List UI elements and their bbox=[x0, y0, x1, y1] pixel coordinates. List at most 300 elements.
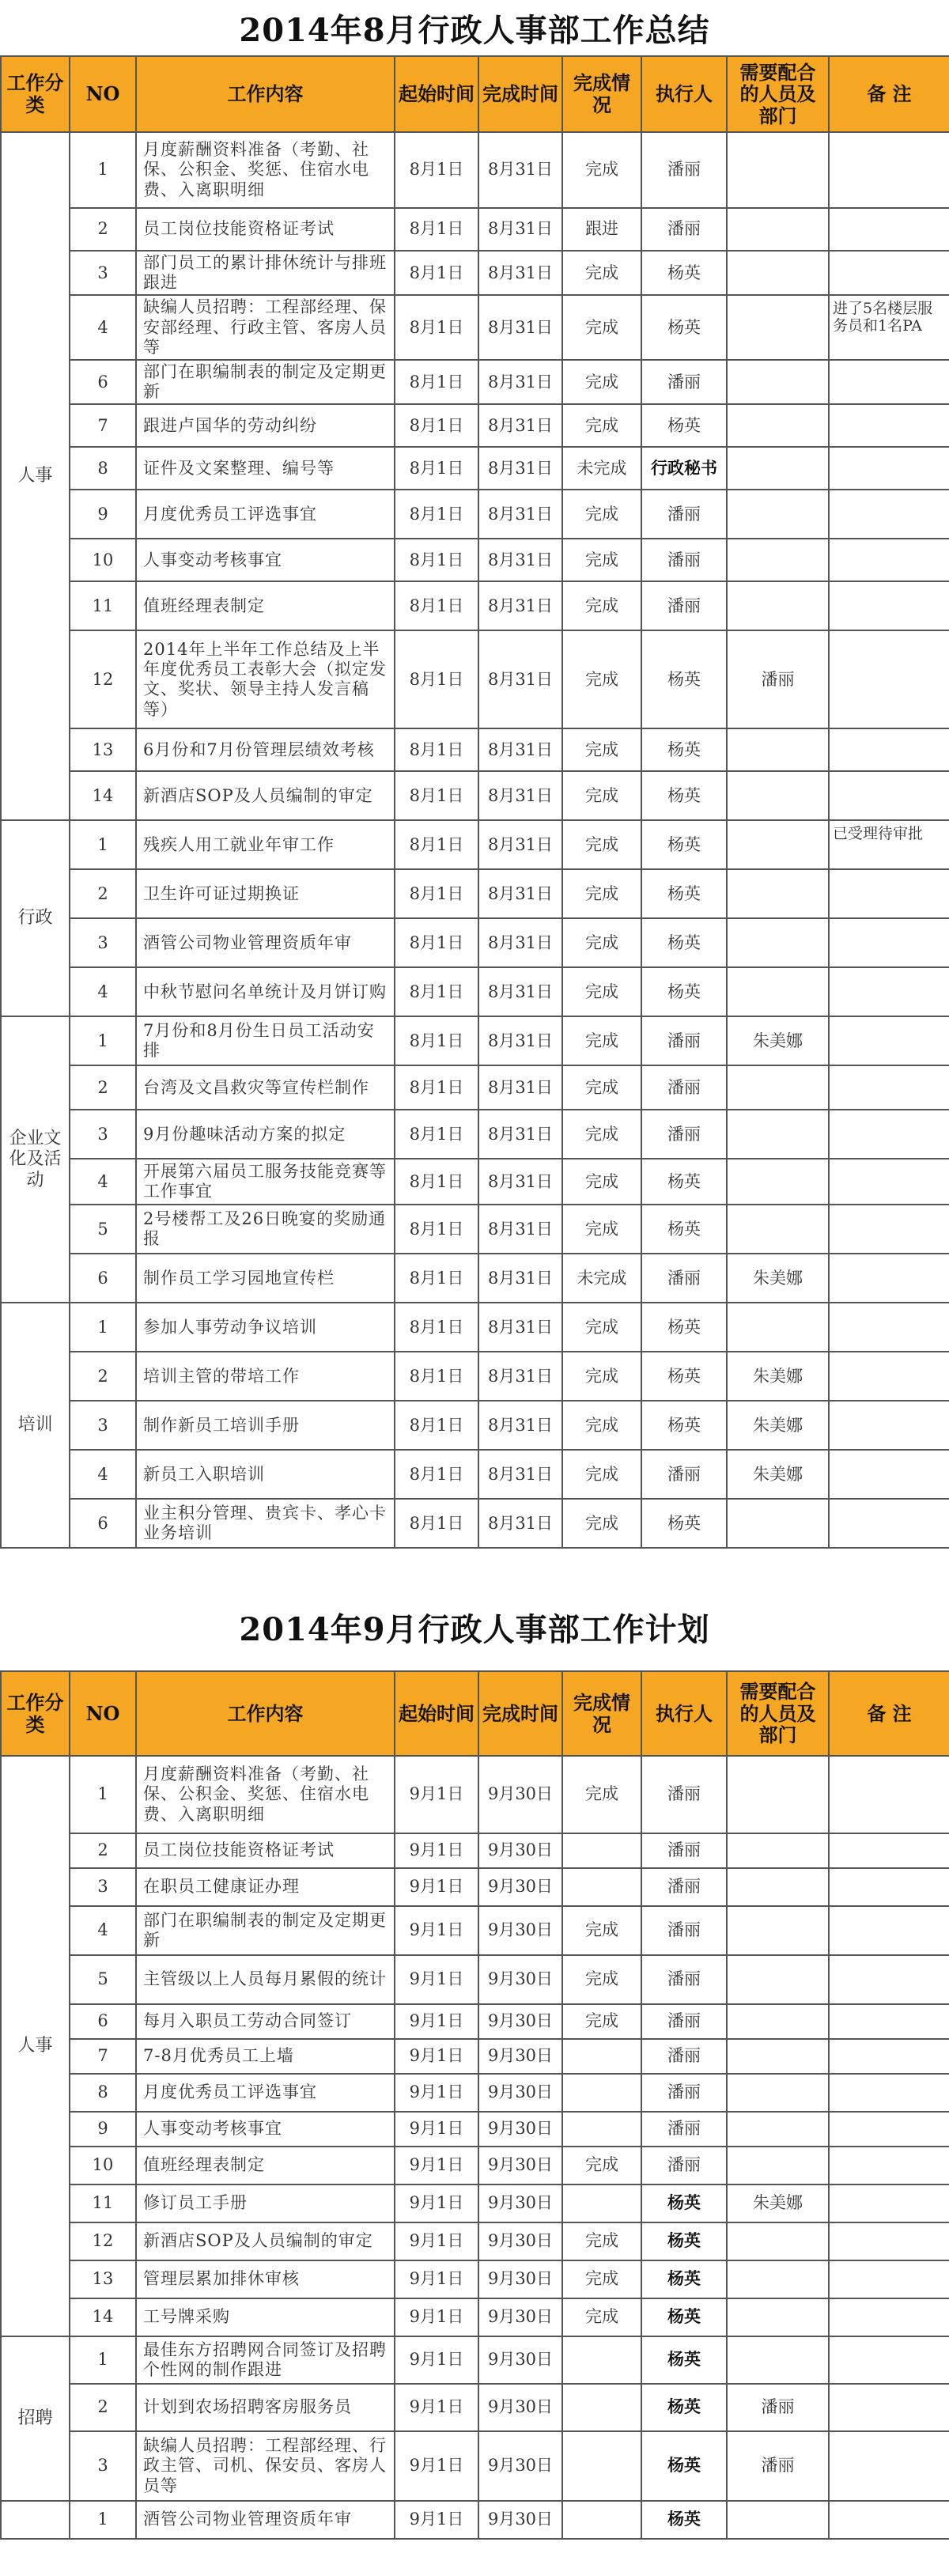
task-content: 缺编人员招聘：工程部经理、行政主管、司机、保安员、客房人员等 bbox=[143, 2436, 387, 2495]
completion-status-cell bbox=[562, 1868, 641, 1906]
start-date: 8月1日 bbox=[409, 1219, 464, 1239]
task-content: 跟进卢国华的劳动纠纷 bbox=[143, 415, 317, 435]
owner: 潘丽 bbox=[667, 2082, 701, 2102]
owner: 潘丽 bbox=[667, 1877, 701, 1897]
owner: 潘丽 bbox=[667, 504, 701, 524]
start-date: 9月1日 bbox=[409, 2011, 464, 2031]
row-number: 1 bbox=[97, 834, 108, 854]
completion-status-cell bbox=[562, 2074, 641, 2112]
row-number: 2 bbox=[97, 219, 108, 239]
row-number-cell bbox=[70, 1955, 136, 2004]
owner: 杨英 bbox=[667, 883, 701, 903]
row-number-cell bbox=[70, 1756, 136, 1833]
table-row bbox=[1, 1303, 949, 1352]
task-content: 6月份和7月份管理层绩效考核 bbox=[143, 740, 375, 759]
row-number-cell bbox=[70, 2184, 136, 2222]
row-number-cell bbox=[70, 1833, 136, 1868]
remarks: 已受理待审批 bbox=[833, 826, 924, 843]
end-date: 8月31日 bbox=[487, 1268, 554, 1288]
owner-cell bbox=[641, 1401, 727, 1450]
september-header-6: 执行人 bbox=[641, 1671, 727, 1756]
start-date: 9月1日 bbox=[409, 2350, 464, 2370]
task-content-cell bbox=[136, 447, 395, 490]
completion-status-cell bbox=[562, 1110, 641, 1159]
table-row bbox=[1, 918, 949, 967]
remarks-cell bbox=[829, 869, 949, 918]
owner: 杨英 bbox=[667, 1171, 701, 1191]
task-content-cell bbox=[136, 2336, 395, 2384]
end-date-cell bbox=[478, 1401, 562, 1450]
owner-cell bbox=[641, 869, 727, 918]
end-date: 8月31日 bbox=[487, 458, 554, 478]
september-header-5: 完成情况 bbox=[562, 1671, 641, 1756]
row-number: 10 bbox=[92, 2155, 114, 2175]
end-date-cell bbox=[478, 918, 562, 967]
remarks-cell bbox=[829, 447, 949, 490]
owner: 杨英 bbox=[667, 2193, 701, 2213]
owner-cell bbox=[641, 1499, 727, 1548]
support-staff-cell bbox=[727, 490, 829, 539]
row-number-cell bbox=[70, 1868, 136, 1906]
remarks-cell bbox=[829, 2501, 949, 2539]
owner-cell bbox=[641, 918, 727, 967]
remarks-cell bbox=[829, 771, 949, 820]
support-staff: 朱美娜 bbox=[753, 1464, 803, 1484]
row-number: 1 bbox=[97, 1784, 108, 1804]
support-staff-cell bbox=[727, 2039, 829, 2074]
support-staff-cell bbox=[727, 630, 829, 728]
support-staff-cell bbox=[727, 2184, 829, 2222]
end-date: 9月30日 bbox=[487, 2082, 554, 2102]
start-date-cell bbox=[395, 2260, 478, 2298]
start-date-cell bbox=[395, 1254, 478, 1303]
support-staff-cell bbox=[727, 2260, 829, 2298]
remarks-cell bbox=[829, 1906, 949, 1955]
end-date-cell bbox=[478, 1499, 562, 1548]
completion-status-cell bbox=[562, 1499, 641, 1548]
owner-cell bbox=[641, 2222, 727, 2260]
august-header-3: 起始时间 bbox=[395, 56, 478, 132]
completion-status: 完成 bbox=[585, 317, 618, 337]
table-row bbox=[1, 447, 949, 490]
completion-status-cell bbox=[562, 132, 641, 208]
start-date-cell bbox=[395, 1833, 478, 1868]
owner-cell bbox=[641, 447, 727, 490]
support-staff-cell bbox=[727, 539, 829, 581]
row-number-cell bbox=[70, 2147, 136, 2184]
task-content-cell bbox=[136, 1450, 395, 1499]
owner: 潘丽 bbox=[667, 2119, 701, 2139]
task-content-cell bbox=[136, 2501, 395, 2539]
start-date: 9月1日 bbox=[409, 2307, 464, 2327]
completion-status: 完成 bbox=[585, 160, 618, 180]
completion-status-cell bbox=[562, 1756, 641, 1833]
row-number: 2 bbox=[97, 1840, 108, 1860]
start-date-cell bbox=[395, 2004, 478, 2039]
start-date-cell bbox=[395, 2184, 478, 2222]
end-date-cell bbox=[478, 539, 562, 581]
remarks-cell bbox=[829, 1955, 949, 2004]
start-date-cell bbox=[395, 1159, 478, 1205]
start-date: 9月1日 bbox=[409, 2119, 464, 2139]
end-date: 8月31日 bbox=[487, 1464, 554, 1484]
remarks-cell bbox=[829, 539, 949, 581]
task-content: 人事变动考核事宜 bbox=[143, 550, 282, 569]
task-content-cell bbox=[136, 2147, 395, 2184]
end-date: 9月30日 bbox=[487, 1920, 554, 1940]
row-number-cell bbox=[70, 295, 136, 360]
table-row bbox=[1, 539, 949, 581]
completion-status-cell bbox=[562, 2336, 641, 2384]
completion-status-cell bbox=[562, 208, 641, 251]
table-row bbox=[1, 1401, 949, 1450]
row-number: 7 bbox=[97, 2046, 108, 2066]
task-content: 2014年上半年工作总结及上半年度优秀员工表彰大会（拟定发文、奖状、领导主持人发言稿等） bbox=[143, 639, 387, 719]
august-header-0: 工作分类 bbox=[1, 56, 70, 132]
task-content: 部门在职编制表的制定及定期更新 bbox=[143, 361, 387, 402]
row-number-cell bbox=[70, 1401, 136, 1450]
remarks-cell bbox=[829, 1868, 949, 1906]
owner: 杨英 bbox=[667, 1366, 701, 1386]
row-number: 2 bbox=[97, 883, 108, 903]
owner-cell bbox=[641, 208, 727, 251]
task-content: 月度优秀员工评选事宜 bbox=[143, 504, 317, 524]
end-date: 8月31日 bbox=[487, 834, 554, 854]
end-date-cell bbox=[478, 1955, 562, 2004]
owner: 杨英 bbox=[667, 1415, 701, 1435]
support-staff-cell bbox=[727, 771, 829, 820]
remarks: 进了5名楼层服务员和1名PA bbox=[833, 301, 933, 335]
end-date: 9月30日 bbox=[487, 2011, 554, 2031]
support-staff-cell bbox=[727, 1254, 829, 1303]
end-date: 8月31日 bbox=[487, 1219, 554, 1239]
owner: 潘丽 bbox=[667, 1969, 701, 1989]
task-content: 主管级以上人员每月累假的统计 bbox=[143, 1969, 387, 1989]
table-row bbox=[1, 1205, 949, 1254]
september-header-0: 工作分类 bbox=[1, 1671, 70, 1756]
completion-status-cell bbox=[562, 1352, 641, 1401]
remarks-cell bbox=[829, 251, 949, 295]
task-content: 酒管公司物业管理资质年审 bbox=[143, 2510, 352, 2529]
category-cell: 人事 bbox=[1, 132, 70, 820]
start-date: 8月1日 bbox=[409, 504, 464, 524]
remarks-cell bbox=[829, 918, 949, 967]
completion-status-cell bbox=[562, 869, 641, 918]
september-plan-sheet bbox=[0, 1583, 949, 2540]
table-row bbox=[1, 1159, 949, 1205]
owner: 杨英 bbox=[667, 2510, 701, 2529]
start-date-cell bbox=[395, 1065, 478, 1110]
start-date: 8月1日 bbox=[409, 263, 464, 282]
start-date-cell bbox=[395, 869, 478, 918]
task-content-cell bbox=[136, 2184, 395, 2222]
row-number: 4 bbox=[97, 317, 108, 337]
start-date-cell bbox=[395, 1499, 478, 1548]
row-number-cell bbox=[70, 1159, 136, 1205]
start-date: 9月1日 bbox=[409, 1920, 464, 1940]
completion-status-cell bbox=[562, 820, 641, 869]
start-date-cell bbox=[395, 360, 478, 404]
row-number-cell bbox=[70, 2004, 136, 2039]
remarks-cell bbox=[829, 581, 949, 630]
start-date: 8月1日 bbox=[409, 1124, 464, 1144]
start-date: 9月1日 bbox=[409, 2397, 464, 2417]
task-content: 人事变动考核事宜 bbox=[143, 2119, 282, 2139]
row-number-cell bbox=[70, 2501, 136, 2539]
remarks-cell bbox=[829, 2074, 949, 2112]
row-number: 3 bbox=[97, 2456, 108, 2476]
start-date-cell bbox=[395, 967, 478, 1016]
completion-status: 完成 bbox=[585, 1920, 618, 1940]
row-number: 3 bbox=[97, 1415, 108, 1435]
remarks-cell bbox=[829, 2384, 949, 2431]
support-staff-cell bbox=[727, 2298, 829, 2336]
end-date: 9月30日 bbox=[487, 2269, 554, 2289]
end-date: 9月30日 bbox=[487, 2397, 554, 2417]
owner-cell bbox=[641, 1833, 727, 1868]
end-date: 8月31日 bbox=[487, 1077, 554, 1097]
task-content: 工号牌采购 bbox=[143, 2307, 230, 2327]
remarks-cell bbox=[829, 2112, 949, 2147]
start-date: 8月1日 bbox=[409, 550, 464, 569]
support-staff-cell bbox=[727, 1499, 829, 1548]
owner-cell bbox=[641, 2004, 727, 2039]
september-header-row bbox=[1, 1671, 949, 1756]
row-number-cell bbox=[70, 820, 136, 869]
end-date: 8月31日 bbox=[487, 219, 554, 239]
remarks-cell bbox=[829, 1499, 949, 1548]
owner-cell bbox=[641, 728, 727, 771]
support-staff-cell bbox=[727, 2112, 829, 2147]
row-number: 6 bbox=[97, 2011, 108, 2031]
start-date-cell bbox=[395, 1955, 478, 2004]
table-row bbox=[1, 1499, 949, 1548]
task-content: 培训主管的带培工作 bbox=[143, 1366, 300, 1386]
owner-cell bbox=[641, 1756, 727, 1833]
remarks-cell bbox=[829, 1833, 949, 1868]
support-staff: 朱美娜 bbox=[753, 1415, 803, 1435]
end-date: 8月31日 bbox=[487, 785, 554, 805]
row-number: 1 bbox=[97, 2510, 108, 2529]
owner-cell bbox=[641, 2039, 727, 2074]
owner-cell bbox=[641, 2431, 727, 2501]
september-header-2: 工作内容 bbox=[136, 1671, 395, 1756]
owner: 潘丽 bbox=[667, 1124, 701, 1144]
end-date: 9月30日 bbox=[487, 1969, 554, 1989]
support-staff-cell bbox=[727, 1450, 829, 1499]
owner: 潘丽 bbox=[667, 372, 701, 392]
owner: 潘丽 bbox=[667, 596, 701, 615]
support-staff-cell bbox=[727, 1303, 829, 1352]
end-date: 8月31日 bbox=[487, 550, 554, 569]
task-content-cell bbox=[136, 967, 395, 1016]
table-row bbox=[1, 2004, 949, 2039]
task-content-cell bbox=[136, 820, 395, 869]
row-number-cell bbox=[70, 1110, 136, 1159]
owner: 杨英 bbox=[667, 263, 701, 282]
start-date: 8月1日 bbox=[409, 1415, 464, 1435]
start-date-cell bbox=[395, 2039, 478, 2074]
task-content: 7月份和8月份生日员工活动安排 bbox=[143, 1021, 375, 1061]
end-date-cell bbox=[478, 630, 562, 728]
row-number-cell bbox=[70, 1450, 136, 1499]
september-header-3: 起始时间 bbox=[395, 1671, 478, 1756]
end-date-cell bbox=[478, 2384, 562, 2431]
end-date-cell bbox=[478, 404, 562, 447]
row-number: 4 bbox=[97, 1464, 108, 1484]
category-cell: 人事 bbox=[1, 1756, 70, 2336]
owner: 潘丽 bbox=[667, 1784, 701, 1804]
completion-status: 完成 bbox=[585, 834, 618, 854]
owner-cell bbox=[641, 1352, 727, 1401]
row-number-cell bbox=[70, 581, 136, 630]
owner-cell bbox=[641, 1955, 727, 2004]
owner-cell bbox=[641, 2501, 727, 2539]
end-date-cell bbox=[478, 581, 562, 630]
owner-cell bbox=[641, 1016, 727, 1065]
table-row bbox=[1, 208, 949, 251]
remarks-cell bbox=[829, 2222, 949, 2260]
row-number-cell bbox=[70, 728, 136, 771]
task-content: 中秋节慰问名单统计及月饼订购 bbox=[143, 982, 387, 1001]
start-date: 8月1日 bbox=[409, 669, 464, 689]
table-row bbox=[1, 771, 949, 820]
completion-status-cell bbox=[562, 630, 641, 728]
completion-status-cell bbox=[562, 2431, 641, 2501]
row-number-cell bbox=[70, 490, 136, 539]
owner-cell bbox=[641, 251, 727, 295]
september-header-4: 完成时间 bbox=[478, 1671, 562, 1756]
start-date-cell bbox=[395, 208, 478, 251]
end-date-cell bbox=[478, 728, 562, 771]
start-date-cell bbox=[395, 2501, 478, 2539]
remarks-cell bbox=[829, 404, 949, 447]
remarks-cell bbox=[829, 2147, 949, 2184]
row-number-cell bbox=[70, 251, 136, 295]
end-date: 9月30日 bbox=[487, 2119, 554, 2139]
remarks-cell bbox=[829, 1450, 949, 1499]
category-cell: 企业文化及活动 bbox=[1, 1016, 70, 1303]
support-staff-cell bbox=[727, 1756, 829, 1833]
task-content-cell bbox=[136, 2260, 395, 2298]
table-row bbox=[1, 630, 949, 728]
row-number: 2 bbox=[97, 1366, 108, 1386]
remarks-cell bbox=[829, 132, 949, 208]
start-date-cell bbox=[395, 1868, 478, 1906]
start-date: 8月1日 bbox=[409, 458, 464, 478]
task-content-cell bbox=[136, 918, 395, 967]
end-date: 8月31日 bbox=[487, 596, 554, 615]
start-date: 9月1日 bbox=[409, 2082, 464, 2102]
owner: 行政秘书 bbox=[651, 458, 717, 478]
owner-cell bbox=[641, 2384, 727, 2431]
support-staff-cell bbox=[727, 1352, 829, 1401]
task-content-cell bbox=[136, 1756, 395, 1833]
support-staff-cell bbox=[727, 1016, 829, 1065]
start-date: 9月1日 bbox=[409, 2046, 464, 2066]
completion-status-cell bbox=[562, 251, 641, 295]
task-content-cell bbox=[136, 581, 395, 630]
table-row bbox=[1, 1450, 949, 1499]
table-row bbox=[1, 2431, 949, 2501]
start-date: 8月1日 bbox=[409, 883, 464, 903]
completion-status: 完成 bbox=[585, 2307, 618, 2327]
start-date: 9月1日 bbox=[409, 1877, 464, 1897]
completion-status-cell bbox=[562, 1159, 641, 1205]
support-staff-cell bbox=[727, 869, 829, 918]
owner-cell bbox=[641, 2336, 727, 2384]
task-content-cell bbox=[136, 1499, 395, 1548]
start-date: 8月1日 bbox=[409, 1464, 464, 1484]
support-staff-cell bbox=[727, 918, 829, 967]
owner: 杨英 bbox=[667, 415, 701, 435]
table-row bbox=[1, 581, 949, 630]
row-number: 3 bbox=[97, 263, 108, 282]
start-date-cell bbox=[395, 2431, 478, 2501]
table-row bbox=[1, 1833, 949, 1868]
end-date: 8月31日 bbox=[487, 883, 554, 903]
start-date: 8月1日 bbox=[409, 317, 464, 337]
owner: 杨英 bbox=[667, 932, 701, 952]
end-date-cell bbox=[478, 1352, 562, 1401]
completion-status-cell bbox=[562, 1833, 641, 1868]
row-number: 1 bbox=[97, 1031, 108, 1050]
completion-status-cell bbox=[562, 1016, 641, 1065]
completion-status-cell bbox=[562, 1205, 641, 1254]
completion-status-cell bbox=[562, 2260, 641, 2298]
support-staff-cell bbox=[727, 728, 829, 771]
row-number: 4 bbox=[97, 1171, 108, 1191]
remarks-cell bbox=[829, 2039, 949, 2074]
task-content: 2号楼帮工及26日晚宴的奖励通报 bbox=[143, 1209, 387, 1249]
task-content: 员工岗位技能资格证考试 bbox=[143, 1840, 335, 1860]
september-body bbox=[1, 1756, 949, 2539]
remarks-cell bbox=[829, 2184, 949, 2222]
remarks-cell bbox=[829, 1303, 949, 1352]
owner: 潘丽 bbox=[667, 2046, 701, 2066]
august-header-2: 工作内容 bbox=[136, 56, 395, 132]
completion-status: 完成 bbox=[585, 669, 618, 689]
end-date: 9月30日 bbox=[487, 1877, 554, 1897]
owner: 杨英 bbox=[667, 2231, 701, 2251]
start-date-cell bbox=[395, 581, 478, 630]
remarks-cell bbox=[829, 1016, 949, 1065]
completion-status-cell bbox=[562, 404, 641, 447]
support-staff: 朱美娜 bbox=[753, 1031, 803, 1050]
row-number: 3 bbox=[97, 1877, 108, 1897]
owner-cell bbox=[641, 1205, 727, 1254]
start-date-cell bbox=[395, 2074, 478, 2112]
row-number-cell bbox=[70, 1065, 136, 1110]
remarks-cell bbox=[829, 820, 949, 869]
completion-status: 完成 bbox=[585, 415, 618, 435]
task-content-cell bbox=[136, 360, 395, 404]
row-number: 3 bbox=[97, 1124, 108, 1144]
end-date-cell bbox=[478, 1159, 562, 1205]
august-header-8: 备 注 bbox=[829, 56, 949, 132]
row-number: 11 bbox=[92, 2193, 114, 2213]
end-date: 9月30日 bbox=[487, 2456, 554, 2476]
table-row bbox=[1, 2147, 949, 2184]
start-date-cell bbox=[395, 1303, 478, 1352]
task-content: 业主积分管理、贵宾卡、孝心卡业务培训 bbox=[143, 1504, 387, 1543]
end-date-cell bbox=[478, 1756, 562, 1833]
end-date-cell bbox=[478, 2147, 562, 2184]
completion-status-cell bbox=[562, 728, 641, 771]
row-number: 8 bbox=[97, 458, 108, 478]
completion-status: 完成 bbox=[585, 740, 618, 759]
end-date: 8月31日 bbox=[487, 1031, 554, 1050]
